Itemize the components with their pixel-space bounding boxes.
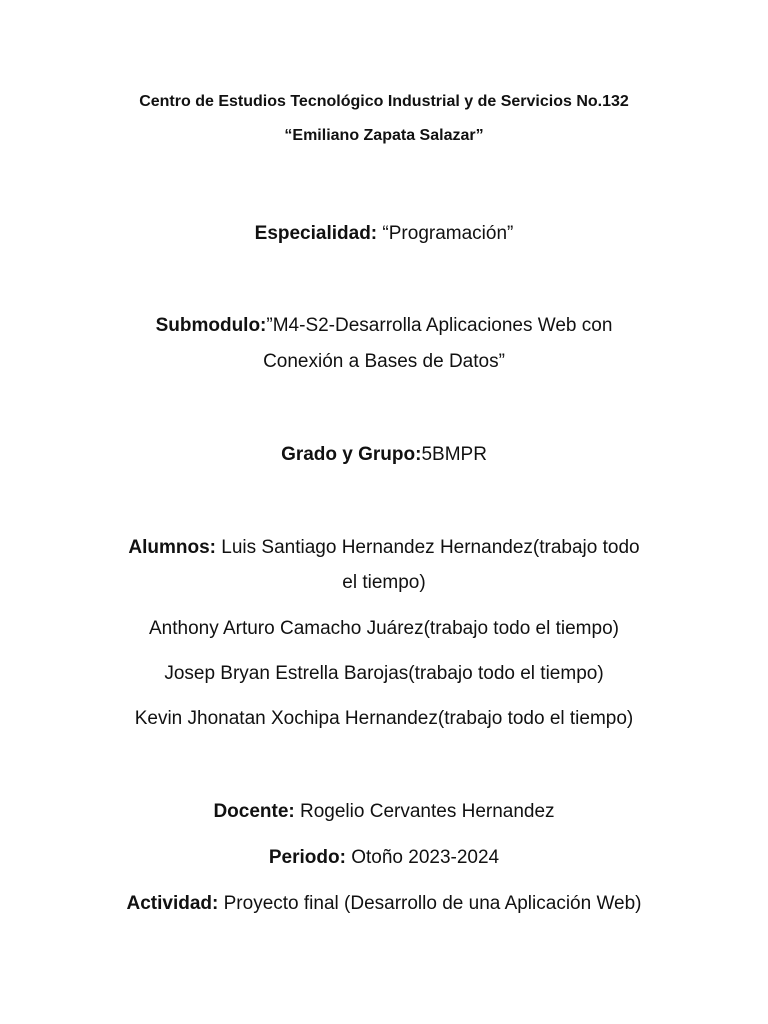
docente-line [0, 800, 768, 824]
alumnos-line [0, 536, 768, 560]
docente-value: Rogelio Cervantes Hernandez [294, 801, 555, 822]
submodulo-value-line1: ”M4-S2-Desarrolla Aplicaciones Web con [266, 315, 613, 336]
grado-grupo-line [0, 443, 768, 467]
alumno-1-line2: el tiempo) [342, 572, 426, 593]
institution-name: Centro de Estudios Tecnológico Industrial y de Servicios No.132 [139, 93, 629, 110]
especialidad-label: Especialidad: [254, 223, 378, 244]
periodo-value: Otoño 2023-2024 [345, 847, 500, 868]
periodo-line [0, 846, 768, 870]
submodulo-label: Submodulo: [155, 315, 267, 336]
actividad-value: Proyecto final (Desarrollo de una Aplicación Web) [218, 893, 642, 914]
submodulo-value-line2: Conexión a Bases de Datos” [263, 351, 505, 372]
actividad-line [0, 892, 768, 916]
periodo-label: Periodo: [268, 847, 346, 868]
grado-grupo-label: Grado y Grupo: [281, 444, 422, 465]
alumno-2: Anthony Arturo Camacho Juárez(trabajo todo el tiempo) [149, 618, 619, 639]
alumno-1-line1: Luis Santiago Hernandez Hernandez(trabajo todo [216, 537, 640, 558]
docente-label: Docente: [213, 801, 295, 822]
alumno-3: Josep Bryan Estrella Barojas(trabajo todo el tiempo) [164, 663, 604, 684]
alumnos-label: Alumnos: [128, 537, 217, 558]
especialidad-value: “Programación” [377, 223, 514, 244]
alumno-4: Kevin Jhonatan Xochipa Hernandez(trabajo todo el tiempo) [134, 708, 634, 729]
grado-grupo-value: 5BMPR [421, 444, 487, 465]
school-name: “Emiliano Zapata Salazar” [284, 127, 484, 144]
actividad-label: Actividad: [126, 893, 219, 914]
especialidad-line [0, 222, 768, 246]
submodulo-line [0, 314, 768, 338]
